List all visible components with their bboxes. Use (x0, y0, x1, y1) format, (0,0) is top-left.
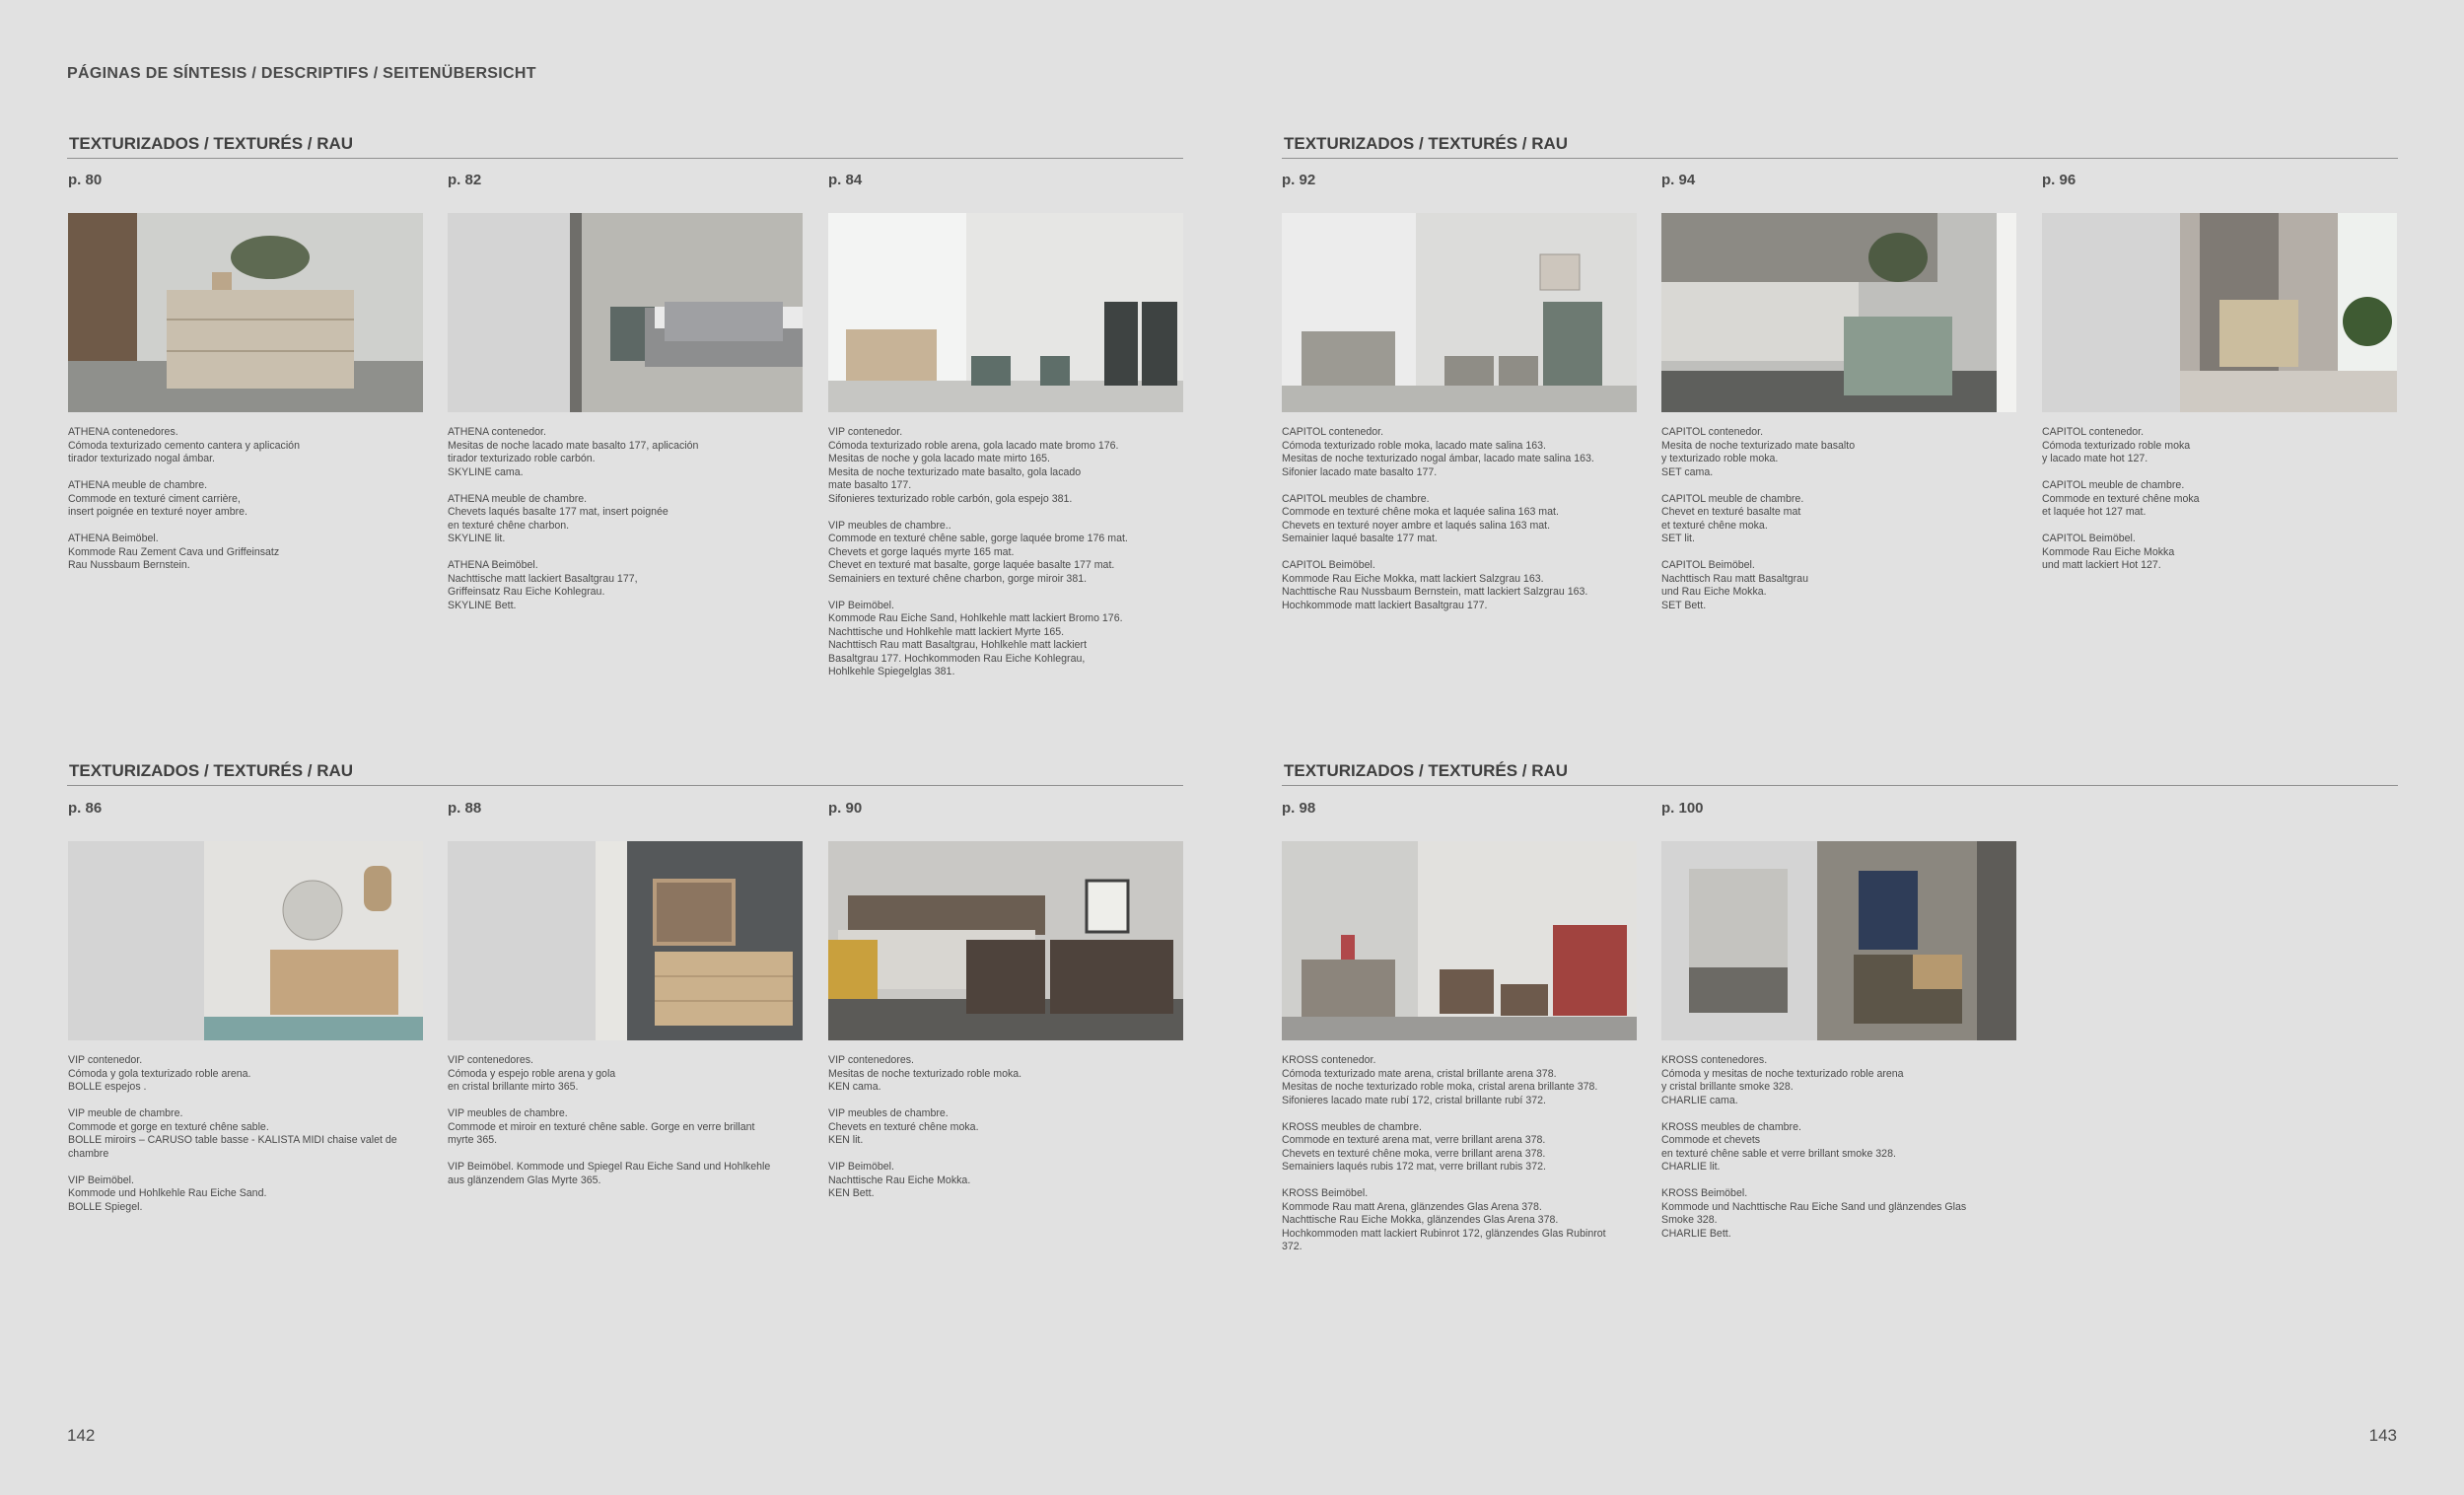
catalog-entry (1661, 172, 2016, 611)
caption-es: ATHENA contenedor. Mesitas de noche lacado mate basalto 177, aplicación tirador texturizado roble carbón. SKYLINE cama. (448, 426, 699, 478)
page-ref: p. 94 (1661, 172, 1696, 188)
caption-de: CAPITOL Beimöbel. Nachttisch Rau matt Basaltgrau und Rau Eiche Mokka. SET Bett. (1661, 559, 1808, 611)
page-number-left: 142 (67, 1426, 96, 1445)
caption-block (448, 1054, 817, 1201)
catalog-entry (1282, 800, 1637, 1252)
caption-fr: CAPITOL meuble de chambre. Chevet en texturé basalte mat et texturé chêne moka. SET lit. (1661, 492, 1804, 544)
caption-es: ATHENA contenedores. Cómoda texturizado cemento cantera y aplicación tirador texturizado nogal ámbar. (68, 426, 300, 464)
page-ref: p. 100 (1661, 800, 1704, 817)
caption-block (2042, 426, 2412, 586)
caption-de: ATHENA Beimöbel. Nachttische matt lackiert Basaltgrau 177, Griffeinsatz Rau Eiche Kohlegrau. SKYLINE Bett. (448, 559, 638, 611)
caption-de: CAPITOL Beimöbel. Kommode Rau Eiche Mokka und matt lackiert Hot 127. (2042, 533, 2175, 571)
caption-de: VIP Beimöbel. Kommode Rau Eiche Sand, Hohlkehle matt lackiert Bromo 176. Nachttische und Hohlkehle matt lackiert Myrte 165. Nachttisch Rau matt Basaltgrau, Hohlkehle matt lackiert Basaltgrau 177. Hochkommoden Rau Eiche Kohlegrau, Hohlkehle Spiegelglas 381. (828, 599, 1123, 677)
product-photo (1661, 841, 2016, 1040)
page-ref: p. 92 (1282, 172, 1316, 188)
section-bottom-left (67, 761, 1183, 786)
catalog-entry (2042, 172, 2397, 571)
caption-es: VIP contenedor. Cómoda y gola texturizado roble arena. BOLLE espejos . (68, 1054, 251, 1093)
page-ref: p. 80 (68, 172, 103, 188)
caption-es: CAPITOL contenedor. Cómoda texturizado roble moka, lacado mate salina 163. Mesitas de noche texturizado nogal ámbar, lacado mate salina 163. Sifonier lacado mate basalto 177. (1282, 426, 1594, 478)
caption-es: VIP contenedores. Mesitas de noche texturizado roble moka. KEN cama. (828, 1054, 1022, 1093)
section-title: TEXTURIZADOS / TEXTURÉS / RAU (1282, 761, 2398, 786)
product-photo (1282, 841, 1637, 1040)
catalog-entry (1282, 172, 1637, 611)
caption-block (68, 426, 438, 586)
caption-fr: ATHENA meuble de chambre. Chevets laqués basalte 177 mat, insert poignée en texturé chêne charbon. SKYLINE lit. (448, 492, 669, 544)
caption-block (1282, 426, 1652, 626)
caption-fr: ATHENA meuble de chambre. Commode en texturé ciment carrière, insert poignée en texturé noyer ambre. (68, 479, 247, 518)
caption-fr: CAPITOL meuble de chambre. Commode en texturé chêne moka et laquée hot 127 mat. (2042, 479, 2200, 518)
product-photo (68, 213, 423, 412)
section-top-left (67, 134, 1183, 159)
caption-block (1661, 426, 2031, 626)
section-title: TEXTURIZADOS / TEXTURÉS / RAU (67, 761, 1183, 786)
caption-es: CAPITOL contenedor. Cómoda texturizado roble moka y lacado mate hot 127. (2042, 426, 2191, 464)
caption-block (1282, 1054, 1652, 1267)
caption-fr: KROSS meubles de chambre. Commode et chevets en texturé chêne sable et verre brillant smoke 328. CHARLIE lit. (1661, 1120, 1896, 1173)
page-ref: p. 86 (68, 800, 103, 817)
product-photo (2042, 213, 2397, 412)
product-photo (448, 213, 803, 412)
caption-de: VIP Beimöbel. Kommode und Hohlkehle Rau Eiche Sand. BOLLE Spiegel. (68, 1174, 267, 1213)
page-ref: p. 82 (448, 172, 482, 188)
section-title: TEXTURIZADOS / TEXTURÉS / RAU (1282, 134, 2398, 159)
caption-fr: VIP meubles de chambre.. Commode en texturé chêne sable, gorge laquée brome 176 mat. Chevets et gorge laqués myrte 165 mat. Chevet en texturé mat basalte, gorge laquée basalte 177 mat. Semainiers en texturé chêne charbon, gorge miroir 381. (828, 519, 1128, 585)
caption-block (828, 1054, 1198, 1214)
product-photo (1282, 213, 1637, 412)
caption-fr: VIP meubles de chambre. Chevets en texturé chêne moka. KEN lit. (828, 1107, 979, 1146)
page-header: PÁGINAS DE SÍNTESIS / DESCRIPTIFS / SEITENÜBERSICHT (67, 65, 536, 82)
page-ref: p. 84 (828, 172, 863, 188)
page-ref: p. 88 (448, 800, 482, 817)
caption-de: KROSS Beimöbel. Kommode Rau matt Arena, glänzendes Glas Arena 378. Nachttische Rau Eiche Mokka, glänzendes Glas Arena 378. Hochkommoden matt lackiert Rubinrot 172, glänzendes Glas Rubinrot 372. (1282, 1187, 1606, 1252)
product-photo (1661, 213, 2016, 412)
product-photo (828, 841, 1183, 1040)
caption-block (68, 1054, 438, 1228)
caption-de: CAPITOL Beimöbel. Kommode Rau Eiche Mokka, matt lackiert Salzgrau 163. Nachttische Rau Nussbaum Bernstein, matt lackiert Salzgrau 163. Hochkommode matt lackiert Basaltgrau 177. (1282, 559, 1588, 611)
caption-es: KROSS contenedores. Cómoda y mesitas de noche texturizado roble arena y cristal brillante smoke 328. CHARLIE cama. (1661, 1054, 1904, 1106)
product-photo (68, 841, 423, 1040)
caption-es: CAPITOL contenedor. Mesita de noche texturizado mate basalto y texturizado roble moka. SET cama. (1661, 426, 1856, 478)
caption-es: KROSS contenedor. Cómoda texturizado mate arena, cristal brillante arena 378. Mesitas de noche texturizado roble moka, cristal arena brillante 378. Sifonieres lacado mate rubí 172, cristal brillante rubí 372. (1282, 1054, 1598, 1106)
catalog-entry (828, 172, 1183, 677)
caption-de: ATHENA Beimöbel. Kommode Rau Zement Cava und Griffeinsatz Rau Nussbaum Bernstein. (68, 533, 280, 571)
catalog-entry (828, 800, 1183, 1199)
section-title: TEXTURIZADOS / TEXTURÉS / RAU (67, 134, 1183, 159)
page-number-right: 143 (2368, 1426, 2397, 1445)
product-photo (828, 213, 1183, 412)
caption-fr: KROSS meubles de chambre. Commode en texturé arena mat, verre brillant arena 378. Chevets en texturé chêne moka, verre brillant arena 378. Semainiers laqués rubis 172 mat, verre brillant rubis 372. (1282, 1120, 1546, 1173)
catalog-entry (1661, 800, 2016, 1240)
page-ref: p. 90 (828, 800, 863, 817)
catalog-entry (68, 172, 423, 571)
section-bottom-right (1282, 761, 2398, 786)
catalog-entry (448, 800, 803, 1186)
section-top-right (1282, 134, 2398, 159)
catalog-entry (448, 172, 803, 611)
product-photo (448, 841, 803, 1040)
caption-block (1661, 1054, 2031, 1254)
caption-es: VIP contenedor. Cómoda texturizado roble arena, gola lacado mate bromo 176. Mesitas de noche y gola lacado mate mirto 165. Mesita de noche texturizado mate basalto, gola lacado mate basalto 177. Sifonieres texturizado roble carbón, gola espejo 381. (828, 426, 1119, 505)
caption-fr: CAPITOL meubles de chambre. Commode en texturé chêne moka et laquée salina 163 mat. Chevets en texturé noyer ambre et laqués salina 163 mat. Semainier laqué basalte 177 mat. (1282, 492, 1559, 544)
caption-fr: VIP meubles de chambre. Commode et miroir en texturé chêne sable. Gorge en verre brillant myrte 365. (448, 1107, 755, 1146)
caption-block (828, 426, 1198, 692)
page-ref: p. 98 (1282, 800, 1316, 817)
page-ref: p. 96 (2042, 172, 2077, 188)
caption-de: VIP Beimöbel. Kommode und Spiegel Rau Eiche Sand und Hohlkehle aus glänzendem Glas Myrte 365. (448, 1161, 771, 1186)
caption-es: VIP contenedores. Cómoda y espejo roble arena y gola en cristal brillante mirto 365. (448, 1054, 616, 1093)
caption-de: KROSS Beimöbel. Kommode und Nachttische Rau Eiche Sand und glänzendes Glas Smoke 328. CHARLIE Bett. (1661, 1187, 1967, 1240)
caption-fr: VIP meuble de chambre. Commode et gorge en texturé chêne sable. BOLLE miroirs – CARUSO table basse - KALISTA MIDI chaise valet de chambre (68, 1107, 397, 1160)
caption-block (448, 426, 817, 626)
catalog-entry (68, 800, 423, 1213)
caption-de: VIP Beimöbel. Nachttische Rau Eiche Mokka. KEN Bett. (828, 1161, 971, 1199)
